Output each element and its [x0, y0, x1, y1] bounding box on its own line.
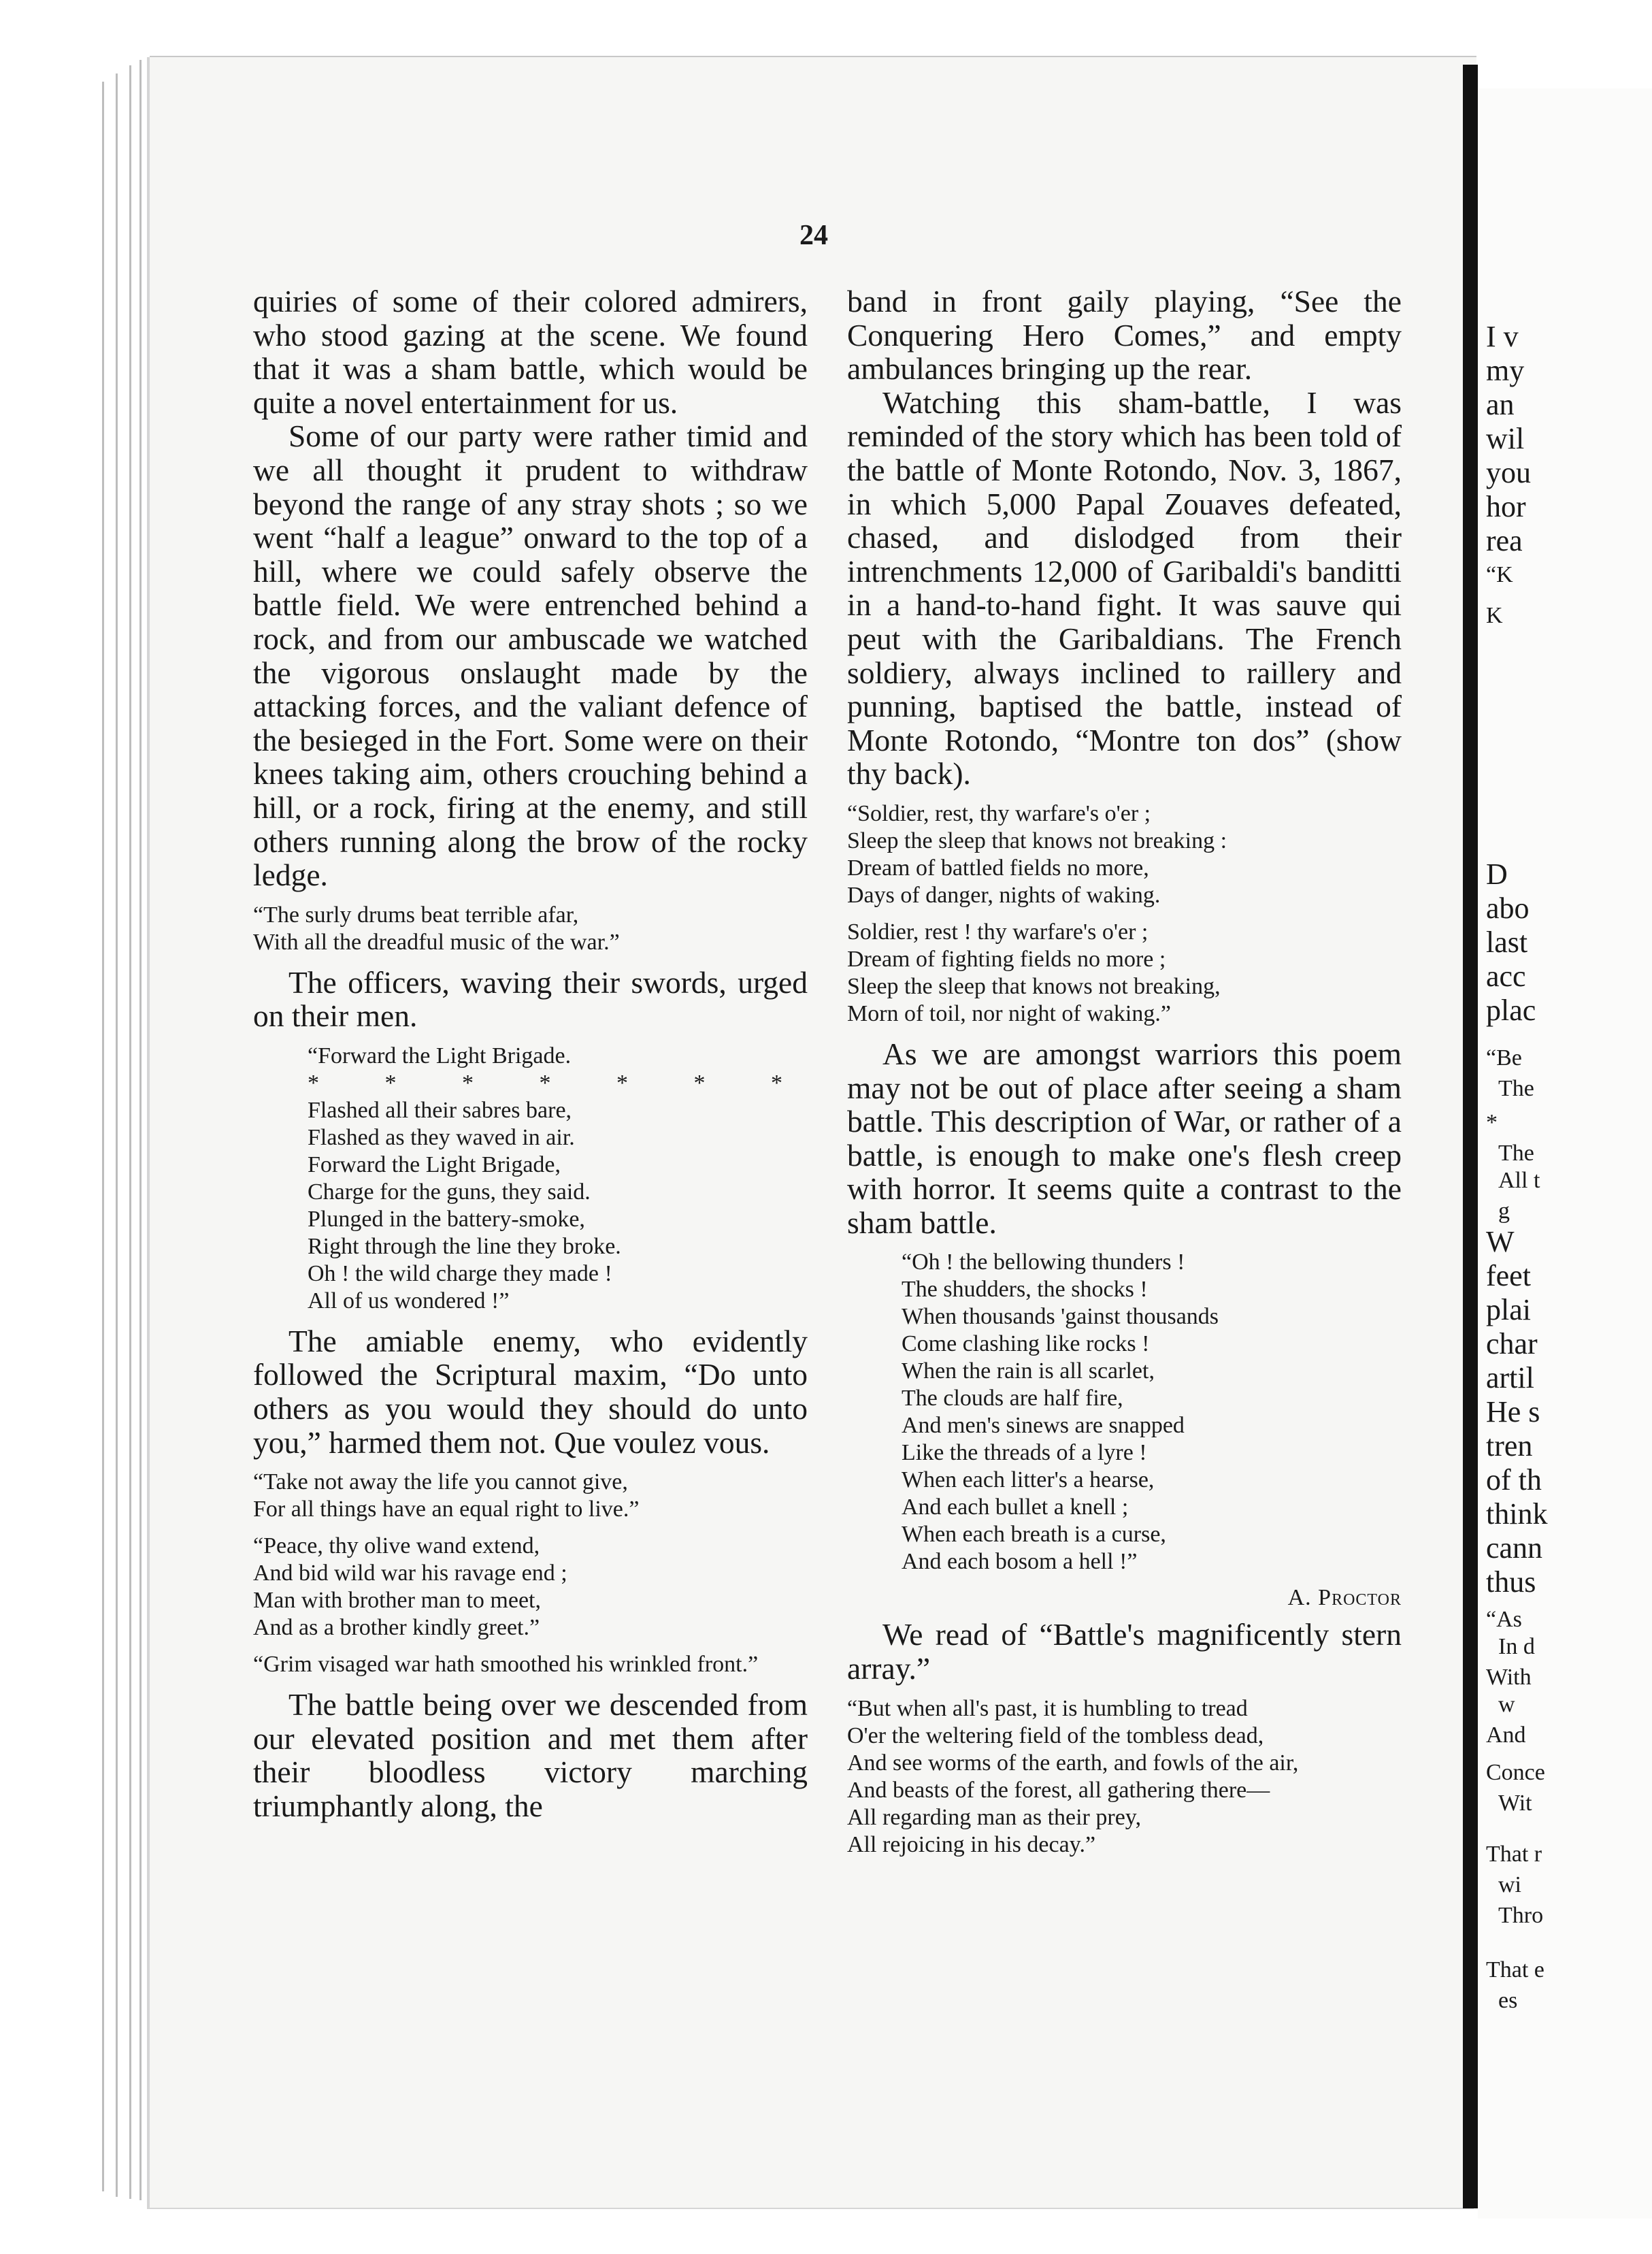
verse-line: Morn of toil, nor night of waking.” [847, 1000, 1171, 1026]
facing-page-fragment: I v [1486, 320, 1519, 353]
facing-page-fragment: Thro [1498, 1903, 1544, 1928]
verse-line: Come clashing like rocks ! [902, 1331, 1150, 1357]
verse-quote [308, 1043, 812, 1315]
verse-line: Oh ! the wild charge they made ! [308, 1260, 612, 1286]
verse-line: * * * * * * * [308, 1070, 812, 1096]
verse-line: Man with brother man to meet, [253, 1588, 542, 1614]
verse-line: Dream of battled fields no more, [847, 855, 1149, 881]
facing-page-fragment: an [1486, 388, 1515, 421]
verse-line: And men's sinews are snapped [902, 1413, 1185, 1439]
paragraph: The amiable enemy, who evidently followed the Scriptural maxim, “Do unto others as you would they should do unto you,” harmed them not. Que voulez vous. [253, 1323, 808, 1460]
facing-page-fragment: “As [1486, 1607, 1522, 1632]
facing-page-fragment: Wit [1498, 1791, 1532, 1816]
verse-line: And as a brother kindly greet.” [253, 1615, 540, 1641]
facing-page-fragment: es [1498, 1988, 1518, 2013]
facing-page-fragment: plac [1486, 994, 1536, 1027]
verse-quote [253, 1533, 808, 1642]
verse-line: “But when all's past, it is humbling to tread [847, 1695, 1248, 1721]
verse-line: “Soldier, rest, thy warfare's o'er ; [847, 800, 1151, 826]
facing-page-fragment: rea [1486, 524, 1523, 557]
verse-line: When the rain is all scarlet, [902, 1358, 1155, 1384]
facing-page-fragment: artil [1486, 1361, 1534, 1394]
verse-line: Days of danger, nights of waking. [847, 882, 1161, 908]
verse-line: Right through the line they broke. [308, 1233, 621, 1259]
verse-line: All rejoicing in his decay.” [847, 1831, 1096, 1857]
facing-page-fragment: you [1486, 456, 1531, 489]
facing-page-fragment: acc [1486, 960, 1526, 993]
facing-page-fragment: plai [1486, 1293, 1531, 1326]
left-column [253, 284, 812, 1824]
page-stack-edge [116, 74, 118, 2197]
facing-page-fragment: tren [1486, 1429, 1533, 1463]
verse-line: Dream of fighting fields no more ; [847, 946, 1166, 972]
verse-line: “Take not away the life you cannot give, [253, 1469, 628, 1495]
verse-quote [847, 919, 1402, 1028]
verse-line: For all things have an equal right to live.” [253, 1497, 640, 1522]
verse-line: “Peace, thy olive wand extend, [253, 1533, 540, 1559]
facing-page-fragment: And [1486, 1722, 1526, 1748]
verse-line: Soldier, rest ! thy warfare's o'er ; [847, 919, 1149, 945]
verse-line: And bid wild war his ravage end ; [253, 1561, 567, 1586]
facing-page-fragment: “Be [1486, 1045, 1522, 1071]
verse-line: All of us wondered !” [308, 1288, 510, 1313]
paragraph: Watching this sham-battle, I was reminded of the story which has been told of the battle of Monte Rotondo, Nov. 3, 1867, in which 5,000 Papal Zouaves defeated, chased, and dislodged from their intrenchments 12,000 of Garibaldi's banditti in a hand-to-hand fight. It was sauve qui peut with the Garibaldians. The French soldiery, always inclined to raillery and punning, baptised the battle, instead of Monte Rotondo, “Montre ton dos” (show thy back). [847, 385, 1402, 791]
facing-page-fragment: K [1486, 603, 1503, 628]
verse-line: The shudders, the shocks ! [902, 1277, 1148, 1303]
right-column [847, 284, 1402, 1868]
page-stack-edge [139, 60, 142, 2200]
facing-page-fragment: w [1498, 1692, 1515, 1717]
verse-line: Sleep the sleep that knows not breaking, [847, 973, 1221, 999]
verse-line: Sleep the sleep that knows not breaking : [847, 828, 1227, 853]
facing-page-fragment: The [1498, 1141, 1534, 1166]
book-spine [1463, 65, 1478, 2208]
page-stack-edge [102, 82, 104, 2191]
facing-page-fragment: All t [1498, 1168, 1540, 1193]
facing-page-fragment: feet [1486, 1259, 1531, 1292]
verse-quote [253, 902, 808, 956]
facing-page-fragment: think [1486, 1497, 1548, 1531]
facing-page-fragment: With [1486, 1665, 1532, 1690]
verse-line: And beasts of the forest, all gathering there— [847, 1777, 1270, 1803]
paragraph: Some of our party were rather timid and we all thought it prudent to withdraw beyond the range of any stray shots ; so we went “half a league” onward to the top of a hill, where we could safely observe the battle field. We were entrenched behind a rock, and from our ambuscade we watched the vigorous onslaught made by the attacking forces, and the valiant defence of the besieged in the Fort. Some were on their knees taking aim, others crouching behind a hill, or a rock, firing at the enemy, and still others running along the brow of the rocky ledge. [253, 419, 808, 893]
verse-line: When each breath is a curse, [902, 1522, 1166, 1548]
facing-page-fragment: my [1486, 354, 1525, 387]
verse-line: “Oh ! the bellowing thunders ! [902, 1250, 1185, 1275]
facing-page-fragment: hor [1486, 490, 1526, 523]
facing-page-fragment: Conce [1486, 1760, 1545, 1785]
verse-line: When thousands 'gainst thousands [902, 1304, 1219, 1330]
verse-line: O'er the weltering field of the tombless dead, [847, 1722, 1264, 1748]
paragraph: The officers, waving their swords, urged on their men. [253, 964, 808, 1034]
facing-page-fragment: D [1486, 858, 1508, 891]
verse-line: “Forward the Light Brigade. [308, 1043, 572, 1068]
facing-page-fragment: wi [1498, 1872, 1521, 1897]
page-stack-edge [129, 65, 131, 2199]
verse-line: Forward the Light Brigade, [308, 1152, 561, 1177]
paragraph: As we are amongst warriors this poem may not be out of place after seeing a sham battle. This description of War, or rather of a battle, is enough to make one's flesh creep with horror. It seems quite a contrast to the sham battle. [847, 1036, 1402, 1240]
facing-page-fragment: That r [1486, 1842, 1542, 1867]
verse-quote [253, 1651, 808, 1678]
facing-page-fragment: of th [1486, 1463, 1542, 1497]
verse-line: Plunged in the battery-smoke, [308, 1206, 585, 1232]
attribution: A. Proctor [1287, 1585, 1402, 1611]
verse-line: And each bullet a knell ; [902, 1494, 1129, 1520]
facing-page [1478, 88, 1652, 2219]
verse-line: Flashed as they waved in air. [308, 1124, 575, 1150]
facing-page-fragment: abo [1486, 892, 1530, 925]
paragraph: band in front gaily playing, “See the Conquering Hero Comes,” and empty ambulances bringing up the rear. [847, 284, 1402, 387]
facing-page-fragment: In d [1498, 1634, 1535, 1659]
verse-line: With all the dreadful music of the war.” [253, 929, 620, 955]
verse-line: The clouds are half fire, [902, 1386, 1123, 1411]
verse-quote [847, 1695, 1402, 1859]
verse-line: And each bosom a hell !” [902, 1549, 1138, 1575]
paragraph: The battle being over we descended from our elevated position and met them after their bloodless victory marching triumphantly along, the [253, 1687, 808, 1824]
verse-line: Like the threads of a lyre ! [902, 1440, 1147, 1466]
verse-line: Charge for the guns, they said. [308, 1179, 591, 1205]
verse-line: All regarding man as their prey, [847, 1804, 1142, 1830]
facing-page-fragment: “K [1486, 562, 1513, 587]
facing-page-fragment: W [1486, 1225, 1515, 1258]
verse-quote [253, 1469, 808, 1523]
verse-line: “Grim visaged war hath smoothed his wrinkled front.” [253, 1652, 759, 1678]
facing-page-fragment: The [1498, 1076, 1534, 1101]
verse-line: When each litter's a hearse, [902, 1467, 1155, 1493]
facing-page-fragment: cann [1486, 1531, 1543, 1565]
page-number: 24 [799, 220, 828, 251]
facing-page-fragment: thus [1486, 1565, 1536, 1599]
verse-line: And see worms of the earth, and fowls of the air, [847, 1750, 1299, 1776]
verse-quote [847, 800, 1402, 909]
facing-page-fragment: last [1486, 926, 1528, 959]
facing-page-fragment: That e [1486, 1957, 1544, 1982]
facing-page-fragment: * [1486, 1110, 1498, 1135]
verse-line: Flashed all their sabres bare, [308, 1097, 572, 1123]
verse-quote [902, 1249, 1402, 1575]
facing-page-fragment: char [1486, 1327, 1538, 1360]
paragraph: quiries of some of their colored admirers, who stood gazing at the scene. We found that it was a sham battle, which would be quite a novel entertainment for us. [253, 284, 808, 420]
paragraph: We read of “Battle's magnificently stern array.” [847, 1617, 1402, 1686]
facing-page-fragment: g [1498, 1198, 1510, 1224]
facing-page-fragment: wil [1486, 422, 1525, 455]
verse-line: “The surly drums beat terrible afar, [253, 902, 579, 928]
facing-page-fragment: He s [1486, 1395, 1540, 1428]
